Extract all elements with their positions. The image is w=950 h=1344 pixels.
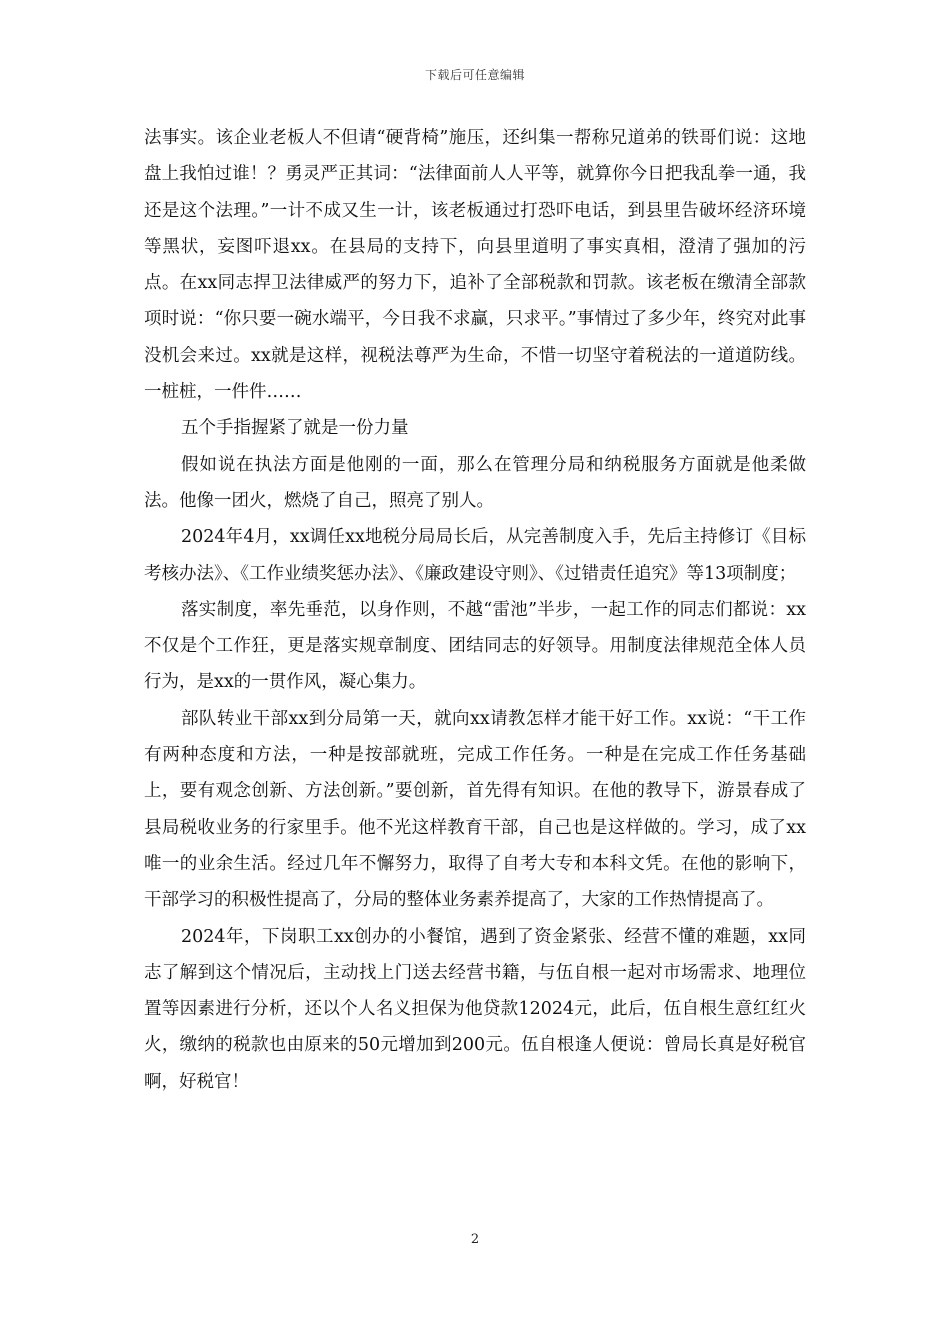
paragraph: 假如说在执法方面是他刚的一面，那么在管理分局和纳税服务方面就是他柔做法。他像一团火，燃烧了自己，照亮了别人。: [144, 454, 806, 511]
section-heading: 五个手指握紧了就是一份力量: [181, 418, 409, 439]
paragraph-continuation: 法事实。该企业老板人不但请“硬背椅”施压，还纠集一帮称兄道弟的铁哥们说：这地盘上我怕过谁！？勇灵严正其词：“法律面前人人平等，就算你今日把我乱拳一通，我还是这个法理。”一计不成又生一计，该老板通过打恐吓电话，到县里告破坏经济环境等黑状，妄图吓退xx。在县局的支持下，向县里道明了事实真相，澄清了强加的污点。在xx同志捍卫法律威严的努力下，追补了全部税款和罚款。该老板在缴清全部款项时说：“你只要一碗水端平，今日我不求赢，只求平。”事情过了多少年，终究对此事没机会来过。xx就是这样，视税法尊严为生命，不惜一切坚守着税法的一道道防线。一桩桩，一件件……: [144, 128, 806, 403]
paragraph: 2024年4月，xx调任xx地税分局局长后，从完善制度入手，先后主持修订《目标考核办法》、《工作业绩奖惩办法》、《廉政建设守则》、《过错责任追究》等13项制度；: [144, 527, 806, 584]
paragraph: 部队转业干部xx到分局第一天，就向xx请教怎样才能干好工作。xx说：“干工作有两种态度和方法，一种是按部就班，完成工作任务。一种是在完成工作任务基础上，要有观念创新、方法创新。”要创新，首先得有知识。在他的教导下，游景春成了县局税收业务的行家里手。他不光这样教育干部，自己也是这样做的。学习，成了xx唯一的业余生活。经过几年不懈努力，取得了自考大专和本科文凭。在他的影响下，干部学习的积极性提高了，分局的整体业务素养提高了，大家的工作热情提高了。: [144, 708, 806, 911]
paragraph: 落实制度，率先垂范，以身作则，不越“雷池”半步，一起工作的同志们都说：xx不仅是个工作狂，更是落实规章制度、团结同志的好领导。用制度法律规范全体人员行为，是xx的一贯作风，凝心集力。: [144, 599, 806, 693]
paragraph: 2024年，下岗职工xx创办的小餐馆，遇到了资金紧张、经营不懂的难题，xx同志了解到这个情况后，主动找上门送去经营书籍，与伍自根一起对市场需求、地理位置等因素进行分析，还以个人名义担保为他贷款12024元，此后，伍自根生意红红火火，缴纳的税款也由原来的50元增加到200元。伍自根逢人便说：曾局长真是好税官啊，好税官！: [144, 926, 806, 1092]
page-header: 下载后可任意编辑: [424, 68, 525, 82]
document-body: [144, 120, 806, 1100]
page-number: 2: [470, 1232, 480, 1247]
